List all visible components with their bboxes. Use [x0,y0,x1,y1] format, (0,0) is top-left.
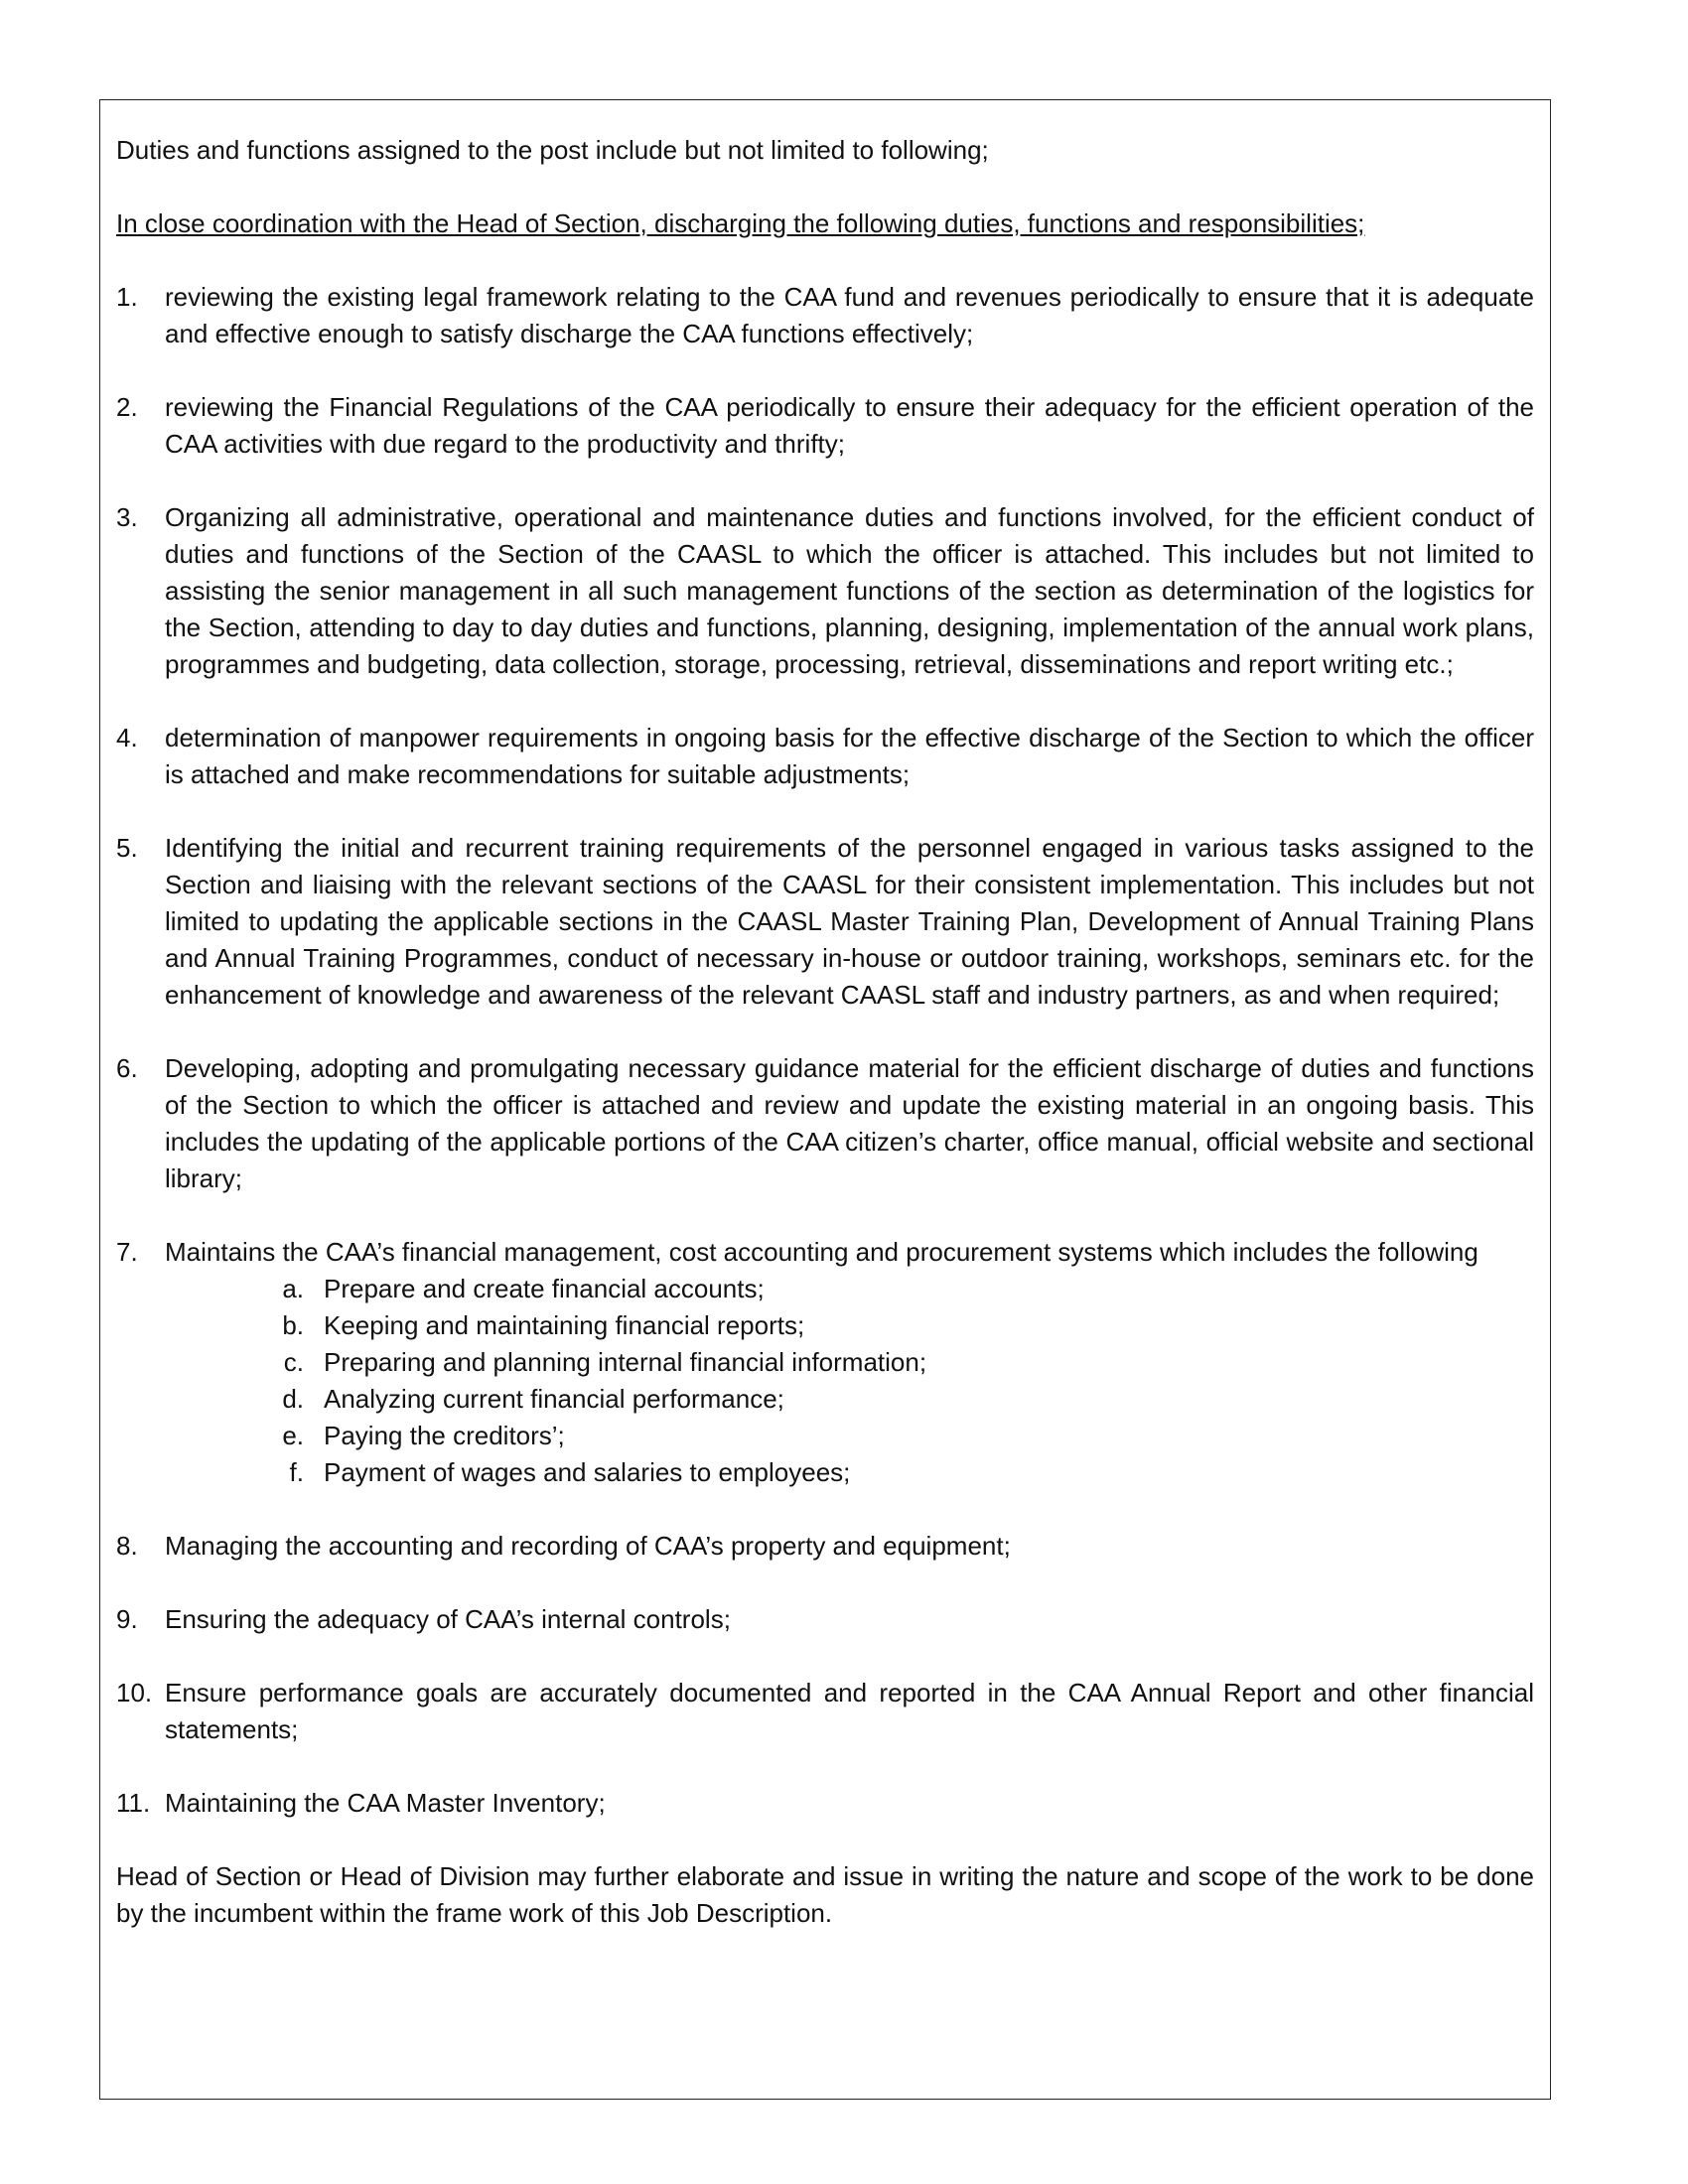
duty-text: reviewing the existing legal framework relating to the CAA fund and revenues periodically to ensure that it is adequate and effective enough to satisfy discharge the CAA functions effectively; [165,282,1534,348]
sub-item-b [165,1307,1534,1344]
duty-item-2 [116,389,1534,463]
duty-item-6 [116,1050,1534,1197]
duty-text: Organizing all administrative, operational and maintenance duties and functions involved, for the efficient conduct of duties and functions of the Section of the CAASL to which the officer is attached. This includes but not limited to assisting the senior management in all such management functions of the section as determination of the logistics for the Section, attending to day to day duties and functions, planning, designing, implementation of the annual work plans, programmes and budgeting, data collection, storage, processing, retrieval, disseminations and report writing etc.; [165,502,1534,679]
duties-list [116,279,1534,1822]
sub-item-letter: a. [282,1274,304,1303]
duty-number: 2. [116,392,138,422]
duty-text: Maintains the CAA’s financial management, cost accounting and procurement systems which includes the following [165,1237,1478,1267]
duty-text: reviewing the Financial Regulations of the CAA periodically to ensure their adequacy for the efficient operation of the CAA activities with due regard to the productivity and thrifty; [165,392,1534,459]
duty-number: 7. [116,1237,138,1267]
duty-number: 4. [116,723,138,752]
duty-number: 6. [116,1053,138,1083]
sub-item-letter: b. [282,1310,304,1340]
duty-text: Ensure performance goals are accurately documented and reported in the CAA Annual Report and other financial statements; [165,1678,1534,1744]
sub-item-letter: e. [282,1421,304,1450]
sub-item-e [165,1418,1534,1454]
sub-item-text: Keeping and maintaining financial reports; [324,1310,805,1340]
job-description-box [99,99,1551,2100]
sub-item-letter: c. [283,1347,304,1377]
duty-item-9 [116,1601,1534,1638]
financial-subitems-list [165,1271,1534,1491]
duty-number: 3. [116,502,138,532]
sub-item-letter: f. [289,1457,304,1487]
duty-number: 5. [116,833,138,863]
coordination-subheading: In close coordination with the Head of Section, discharging the following duties, functions and responsibilities; [116,208,1365,238]
duty-number: 10. [116,1678,153,1707]
duty-number: 1. [116,282,138,312]
duty-item-5 [116,830,1534,1014]
intro-paragraph: Duties and functions assigned to the post include but not limited to following; [116,135,989,165]
duty-number: 11. [116,1788,151,1818]
closing-paragraph: Head of Section or Head of Division may further elaborate and issue in writing the nature and scope of the work to be done by the incumbent within the frame work of this Job Description. [116,1861,1534,1928]
duty-item-11 [116,1785,1534,1822]
sub-item-text: Paying the creditors’; [324,1421,565,1450]
duty-text: Maintaining the CAA Master Inventory; [165,1788,606,1818]
sub-item-f [165,1454,1534,1491]
sub-item-d [165,1381,1534,1418]
duty-item-7 [116,1234,1534,1491]
duty-item-8 [116,1528,1534,1565]
duty-item-10 [116,1675,1534,1748]
duty-item-3 [116,499,1534,683]
duty-number: 8. [116,1531,138,1561]
duty-text: Managing the accounting and recording of CAA’s property and equipment; [165,1531,1011,1561]
duty-text: Ensuring the adequacy of CAA’s internal controls; [165,1604,731,1634]
duty-item-4 [116,720,1534,793]
duty-item-1 [116,279,1534,352]
sub-item-text: Payment of wages and salaries to employees; [324,1457,851,1487]
sub-item-text: Preparing and planning internal financial information; [324,1347,927,1377]
duty-text: Identifying the initial and recurrent training requirements of the personnel engaged in various tasks assigned to the Section and liaising with the relevant sections of the CAASL for their consistent implementation. This includes but not limited to updating the applicable sections in the CAASL Master Training Plan, Development of Annual Training Plans and Annual Training Programmes, conduct of necessary in-house or outdoor training, workshops, seminars etc. for the enhancement of knowledge and awareness of the relevant CAASL staff and industry partners, as and when required; [165,833,1534,1010]
sub-item-letter: d. [282,1384,304,1414]
duty-number: 9. [116,1604,138,1634]
duty-text: determination of manpower requirements in ongoing basis for the effective discharge of the Section to which the officer is attached and make recommendations for suitable adjustments; [165,723,1534,789]
sub-item-text: Analyzing current financial performance; [324,1384,784,1414]
sub-item-a [165,1271,1534,1307]
sub-item-text: Prepare and create financial accounts; [324,1274,765,1303]
sub-item-c [165,1344,1534,1381]
duty-text: Developing, adopting and promulgating necessary guidance material for the efficient discharge of duties and functions of the Section to which the officer is attached and review and update the existing material in an ongoing basis. This includes the updating of the applicable portions of the CAA citizen’s charter, office manual, official website and sectional library; [165,1053,1534,1193]
